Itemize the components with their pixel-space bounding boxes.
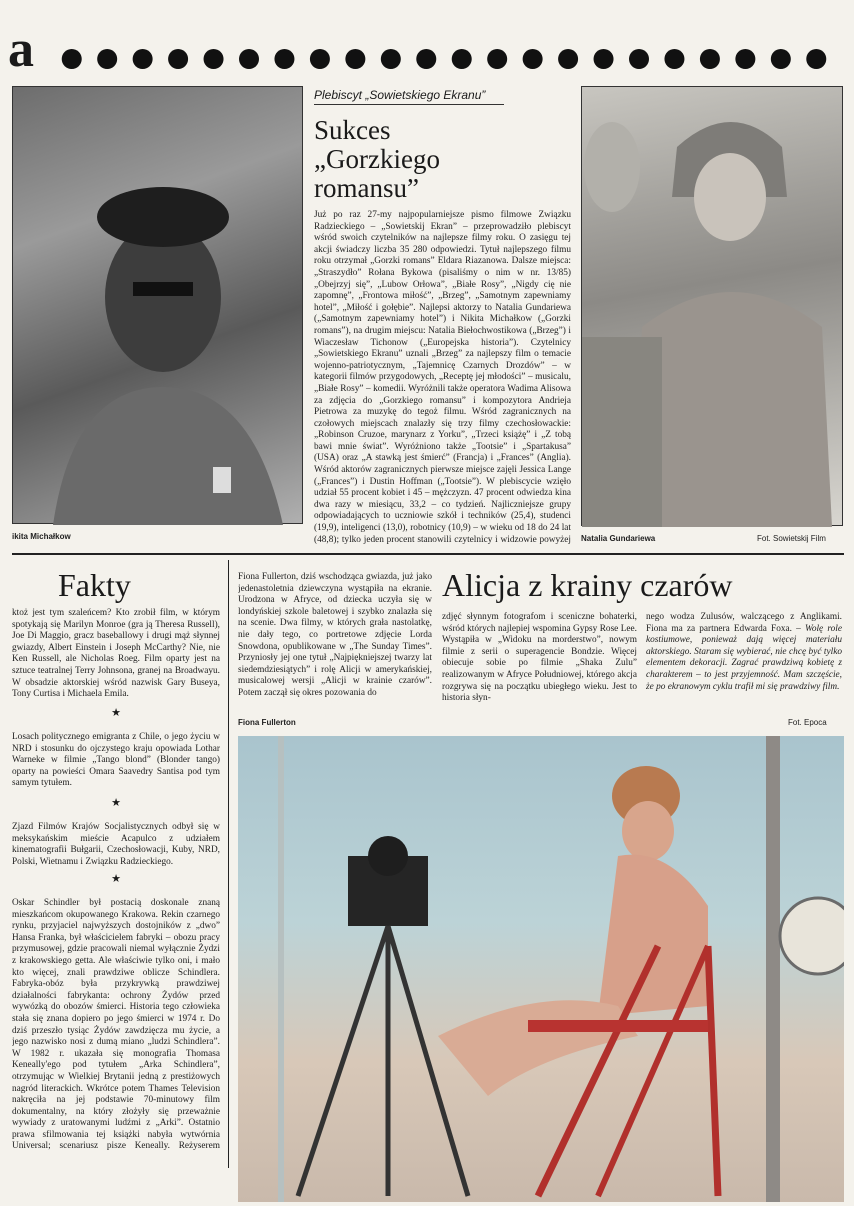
headline-line-3: romansu” bbox=[314, 173, 419, 203]
portrait-silhouette-2 bbox=[582, 87, 844, 527]
fakty-paragraph-3: Zjazd Filmów Krajów Socjalistycznych odbył się w meksykańskim mieście Acapulco z udziałem kinematografii Bułgarii, Czechosłowacji, Kuby, NRD, Polski, Wietnamu i Związku Radzieckiego. bbox=[12, 822, 220, 867]
alicja-title: Alicja z krainy czarów bbox=[442, 567, 733, 603]
fakty-paragraph-2: Losach politycznego emigranta z Chile, o jego życiu w NRD i stosunku do ojczystego kraju opowiada Lothar Warneke w filmie „Tango blond” (Blonder tango) oparty na powieści Omara Saavedry Santisa pod tym samym tytułem. bbox=[12, 732, 220, 789]
caption-left: ikita Michałkow bbox=[12, 532, 71, 541]
portrait-silhouette bbox=[13, 87, 304, 525]
photo-scene bbox=[238, 736, 844, 1202]
alicja-column-2: zdjęć słynnym fotografom i sceniczne bohaterki, wśród których najlepiej wspomina Gypsy Rose Lee. Wystąpiła w „Widoku na morderstwo”, nowym filmie z serii o superagencie Bondzie. Więcej obiecuje sobie po filmie „Shaka Zulu” realizowanym w Afryce Południowej, którego akcja rozgrywa się na początku ubiegłego wieku. Jest to historia słyn- bbox=[442, 612, 637, 704]
ornament-dot bbox=[558, 49, 578, 69]
alicja-caption: Fiona Fullerton bbox=[238, 718, 296, 727]
headline-line-2: „Gorzkiego bbox=[314, 144, 440, 174]
ornament-dot bbox=[594, 49, 614, 69]
ornament-dot bbox=[62, 49, 82, 69]
ornament-dot bbox=[806, 49, 826, 69]
dot-row-ornament bbox=[54, 47, 834, 71]
photo-natalia-gundariewa bbox=[581, 86, 843, 526]
alicja-credit: Fot. Epoca bbox=[788, 718, 827, 727]
ornament-dot bbox=[664, 49, 684, 69]
ornament-dot bbox=[381, 49, 401, 69]
fakty-paragraph-4: Oskar Schindler był postacią doskonale znaną mieszkańcom okupowanego Krakowa. Rekin czarnego rynku, przyjaciel najwyższych dostojników z „dwo” Hansa Franka, był właścicielem fabryki – obozu pracy przymusowej, gdzie pracowali niemal wyłącznie Żydzi z krakowskiego getta. Ale właściwie tylko oni, i mało kto więcej, znali prawdziwe oblicze Schindlera. Fabryka-obóz była przykrywką prawdziwej działalności fabrykanta: ochrony Żydów przed wywózką do obozów śmierci. Historia tego człowieka stała się znana dopiero po jego śmierci w 1974 r. Do dziś przeszło tysiąc Żydów zawdzięcza mu życie, a jego nazwisko nosi z dumą miano „ludzi Schindlera”. W 1982 r. ukazała się monografia Thomasa Keneally'ego pod tytułem „Arka Schindlera”, otrzymując w Wielkiej Brytanii jedną z prestiżowych nagród literackich. Wkrótce potem Thames Television nakręciła na jej podstawie 70-minutowy film dokumentalny, na który złożyły się przeważnie wywiady z uratowanymi ludźmi z „Arki”. Ostatnio prawa sfilmowania tej książki nabyła wytwórnia Universal; scenariusz pisze Keneally. Reżyserem bbox=[12, 898, 220, 1152]
article-headline bbox=[314, 116, 574, 203]
photo-fiona-fullerton bbox=[238, 736, 844, 1202]
article-body: Już po raz 27-my najpopularniejsze pismo filmowe Związku Radzieckiego – „Sowietskij Ekran” – przeprowadziło plebiscyt wśród swoich czytelników na najlepsze filmy roku. O zasięgu tej akcji świadczy liczba 35 280 odpowiedzi. Tytuł najlepszego filmu roku otrzymał „Gorzki romans” Eldara Riazanowa. Dalsze miejsca: „Straszydło” Rołana Bykowa (pisaliśmy o nim w nr. 13/85) „Obejrzyj się”, „Lubow Orłowa”, „Białe Rosy”, „Nigdy cię nie zapomnę”, „Frontowa miłość”, „Brzeg”, „Samotnym zapewniamy hotel”, „Miłość i gołębie”. Najlepsi aktorzy to Natalia Gundariewa („Samotnym zapewniamy hotel”) i Nikita Michałkow („Gorzki romans”), na drugim miejscu: Natalia Biełochwostikowa („Brzeg”) i Wiaczesław Tichonow („Europejska historia”). Czytelnicy „Sowietskiego Ekranu” uznali „Brzeg” za najlepszy film o temacie wojenno-patriotycznym, „Tajemnicę Czarnych Drozdów” – w kategorii filmów przygodowych, „Receptę jej młodości” – musicalu, „Białe Rosy” – komedii. Wyróżnili także operatora Wadima Alisowa za zdjęcia do „Gorzkiego romansu” i kompozytora Andrieja Pietrowa za muzykę do tegoż filmu. Wśród zagranicznych na czołowych miejscach znalazły się trzy filmy czechosłowackie: „Robinson Cruzoe, marynarz z Yorku”, „Trzeci książę” i „Z tobą bawi mnie świat”. Wyróżniono także „Tootsie” i „Spartakusa” (USA) oraz „A stawką jest śmierć” (Francja) i „Frances” (Anglia). Wśród aktorów zagranicznych pierwsze miejsce zajęli Jessica Lange („Frances”) i Dustin Hoffman („Tootsie”). W plebiscycie wzięło udział 55 procent kobiet i 45 – mężczyzn. 47 procent odwiedza kina dwa razy w miesiącu, 33,2 – co tydzień. Najliczniejsze grupy odpowiadających to uczniowie szkół i techników (25,4), studenci (19,9), inteligenci (13,0), robotnicy (10,9) – w wieku od 18 do 24 lat (48,8); tylko jeden procent stanowili czytelnicy i widzowie powyżej bbox=[314, 210, 571, 544]
headline-line-1: Sukces bbox=[314, 115, 391, 145]
alicja-column-3 bbox=[646, 612, 842, 706]
ornament-dot bbox=[133, 49, 153, 69]
fakty-title: Fakty bbox=[58, 567, 131, 603]
fakty-paragraph-1: ktoż jest tym szaleńcem? Kto zrobił film, w którym spotykają się Marilyn Monroe (gra ją Theresa Russell), Joe Di Maggio, gracz baseballowy i drugi mąż słynnej gwiazdy, Albert Einstein i Joseph McCarthy? Nie, nie Ken Russell, ale Nicholas Roeg. Film oparty jest na sztuce teatralnej Terry Johnsona, granej na Broadwayu. W obsadzie aktorskiej wśród nazwisk Gary Buseya, Tony Curtisa i Michaela Emila. bbox=[12, 608, 220, 700]
caption-right: Natalia Gundariewa bbox=[581, 534, 656, 543]
article-kicker: Plebiscyt „Sowietskiego Ekranu” bbox=[314, 88, 504, 105]
ornament-dot bbox=[629, 49, 649, 69]
credit-right: Fot. Sowietskij Film bbox=[757, 534, 826, 543]
column-rule bbox=[228, 560, 229, 1168]
ornament-dot bbox=[274, 49, 294, 69]
star-separator-2: ★ bbox=[111, 797, 121, 809]
section-letter: a bbox=[8, 21, 34, 78]
ornament-dot bbox=[204, 49, 224, 69]
ornament-dot bbox=[523, 49, 543, 69]
alicja-column-3-italic: Wolę role kostiumowe, ponieważ dają więcej materiału aktorskiego. Staram się wybierać, nie chcę być tylko elementem dekoracji. Zagrać prawdziwą kobietę z charakterem – to jest przyjemność. Mam szczęście, że po ekranowym cyklu trafił mi się prawdziwy film. bbox=[646, 623, 842, 692]
alicja-column-3-plain: nego wodza Zulusów, walczącego z Anglikami. Fiona ma za partnera Edwarda Foxa. – bbox=[646, 612, 842, 634]
ornament-dot bbox=[416, 49, 436, 69]
ornament-dot bbox=[700, 49, 720, 69]
star-separator-3: ★ bbox=[111, 873, 121, 885]
ornament-dot bbox=[771, 49, 791, 69]
photo-nikita-michalkow bbox=[12, 86, 303, 524]
ornament-dot bbox=[168, 49, 188, 69]
alicja-column-1: Fiona Fullerton, dziś wschodząca gwiazda, już jako jedenastoletnia dziewczyna wystąpiła na ekranie. Urodzona w Afryce, od dziecka uczyła się w londyńskiej szkole baletowej i szybko znalazła się na scenie. Dwa filmy, w których grała nastolatkę, nie dały tego, co portretowe zdjęcie Lorda Snowdona, opublikowane w „The Sunday Times”. Przyniosły jej one tytuł „Najpiękniejszej twarzy lat siedemdziesiątych” i rolę Alicji w amerykańskiej, musicalowej wersji „Alicji w krainie czarów”. Potem zaczął się okres pozowania do bbox=[238, 572, 432, 698]
section-rule bbox=[12, 553, 844, 555]
ornament-dot bbox=[97, 49, 117, 69]
ornament-dot bbox=[310, 49, 330, 69]
ornament-dot bbox=[452, 49, 472, 69]
ornament-dot bbox=[345, 49, 365, 69]
ornament-dot bbox=[487, 49, 507, 69]
ornament-dot bbox=[239, 49, 259, 69]
ornament-dot bbox=[735, 49, 755, 69]
star-separator-1: ★ bbox=[111, 707, 121, 719]
